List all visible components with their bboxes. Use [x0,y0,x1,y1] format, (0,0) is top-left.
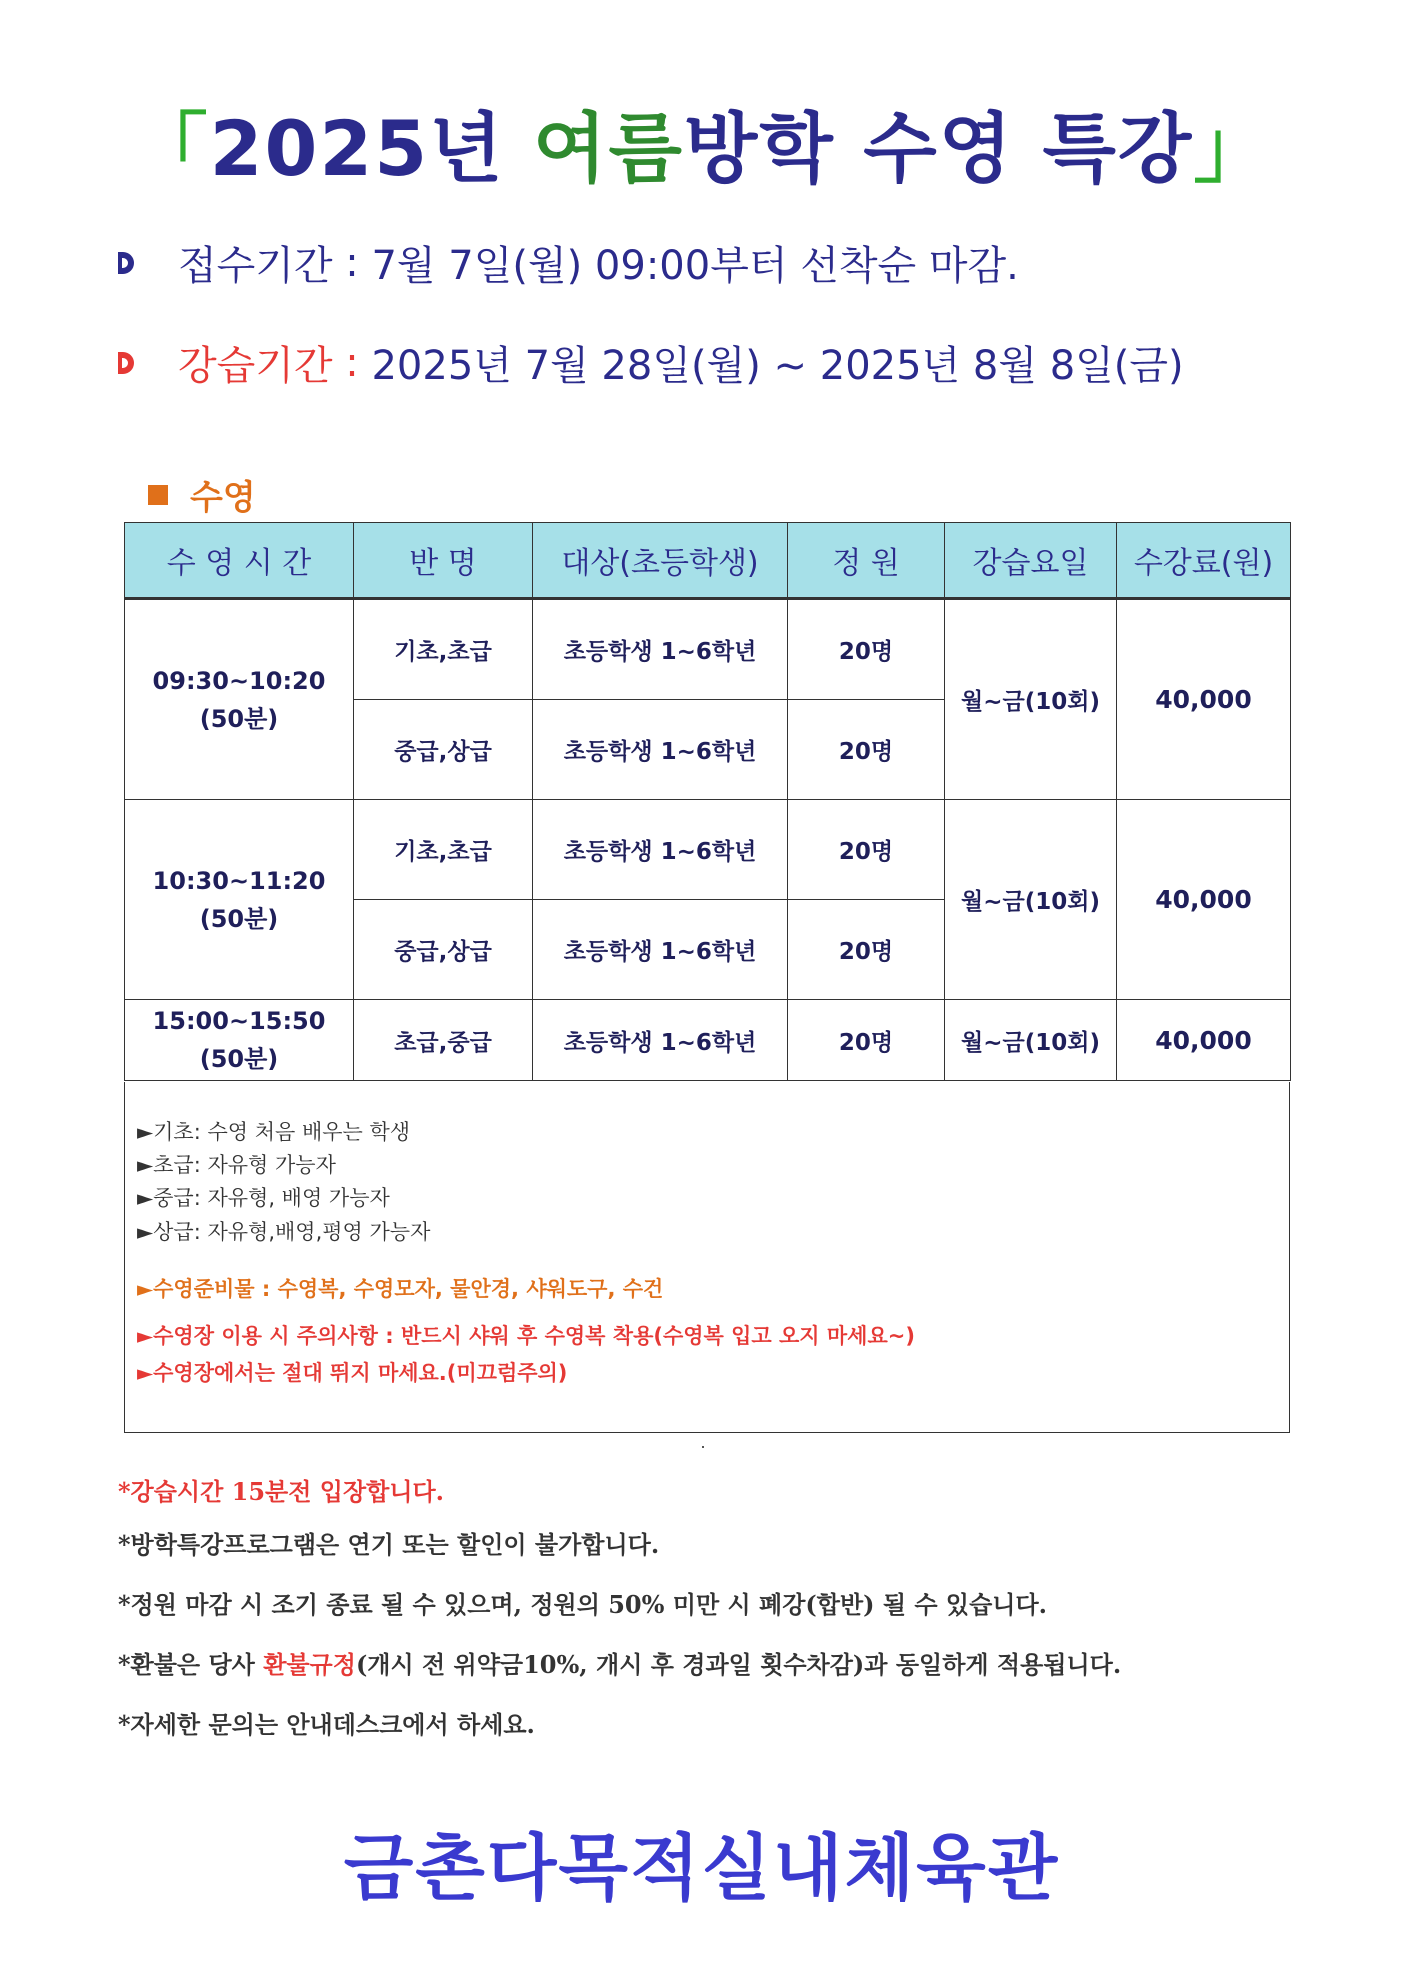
header-fee: 수강료(원) [1117,523,1291,599]
title-close-bracket: 」 [1193,104,1272,193]
table-row [125,1000,1291,1081]
capacity-cell: 20명 [788,1000,945,1081]
header-target: 대상(초등학생) [533,523,788,599]
capacity-cell: 20명 [788,599,945,700]
title-year: 2025년 [209,104,534,193]
footnote: *강습시간 15분전 입장합니다. [118,1477,445,1506]
header-capacity: 정 원 [788,523,945,599]
target-cell: 초등학생 1~6학년 [533,700,788,800]
schedule-table [124,522,1291,1081]
class-cell: 중급,상급 [354,900,533,1000]
caution-note: ►수영장에서는 절대 뛰지 마세요.(미끄럼주의) [137,1361,568,1385]
time-duration: (50분) [199,1045,279,1073]
caution-note: ►수영장 이용 시 주의사항 : 반드시 샤워 후 수영복 착용(수영복 입고 오지 마세요~) [137,1324,915,1348]
level-note: ►초급: 자유형 가능자 [137,1153,336,1177]
footnote: *정원 마감 시 조기 종료 될 수 있으며, 정원의 50% 미만 시 폐강(합반) 될 수 있습니다. [118,1590,1048,1619]
time-range: 15:00~15:50 [152,1007,326,1035]
class-period [118,334,1184,391]
time-cell [125,1000,354,1081]
square-bullet-icon [148,485,168,505]
class-cell: 기초,초급 [354,800,533,900]
target-cell: 초등학생 1~6학년 [533,900,788,1000]
level-note: ►중급: 자유형, 배영 가능자 [137,1186,390,1210]
title-rest: 방학 수영 특강 [683,104,1194,193]
time-cell [125,599,354,800]
section-title: 수영 [190,478,256,518]
capacity-cell: 20명 [788,700,945,800]
class-period-sep: : [332,339,372,386]
footnote [118,1645,1121,1680]
registration-sep: : [332,239,372,286]
title-highlight: 여름 [533,104,684,193]
section-heading [148,470,256,519]
title-open-bracket: 「 [131,104,210,193]
days-cell: 월~금(10회) [945,599,1117,800]
header-time: 수 영 시 간 [125,523,354,599]
class-cell: 초급,중급 [354,1000,533,1081]
registration-value: 7월 7일(월) 09:00부터 선착순 마감. [371,243,1019,289]
target-cell: 초등학생 1~6학년 [533,800,788,900]
registration-label: 접수기간 [178,243,333,289]
target-cell: 초등학생 1~6학년 [533,1000,788,1081]
footnote-part: (개시 전 위약금10%, 개시 후 경과일 횟수차감)과 동일하게 적용됩니다. [355,1650,1122,1679]
class-period-label: 강습기간 [178,343,333,389]
time-cell [125,800,354,1000]
capacity-cell: 20명 [788,900,945,1000]
organization-name: 금촌다목적실내체육관 [343,1826,1060,1910]
footnote: *자세한 문의는 안내데스크에서 하세요. [118,1710,535,1739]
days-cell: 월~금(10회) [945,800,1117,1000]
level-note: ►상급: 자유형,배영,평영 가능자 [137,1220,431,1244]
refund-rule-highlight: 환불규정 [263,1650,356,1679]
class-cell: 기초,초급 [354,599,533,700]
days-cell: 월~금(10회) [945,1000,1117,1081]
bullet-icon [118,352,134,374]
header-days: 강습요일 [945,523,1117,599]
footnote-part: *환불은 당사 [118,1650,264,1679]
time-duration: (50분) [199,704,279,733]
supplies-note: ►수영준비물 : 수영복, 수영모자, 물안경, 샤워도구, 수건 [137,1277,664,1301]
level-note: ►기초: 수영 처음 배우는 학생 [137,1120,411,1144]
page-title [0,88,1403,197]
fee-cell: 40,000 [1117,1000,1291,1081]
time-range: 10:30~11:20 [152,866,326,895]
table-header-row [125,523,1291,599]
capacity-cell: 20명 [788,800,945,900]
notes-box [124,1082,1290,1433]
fee-cell: 40,000 [1117,599,1291,800]
table-row [125,800,1291,900]
target-cell: 초등학생 1~6학년 [533,599,788,700]
table-row [125,599,1291,700]
fee-cell: 40,000 [1117,800,1291,1000]
header-class: 반 명 [354,523,533,599]
class-period-value: 2025년 7월 28일(월) ~ 2025년 8월 8일(금) [371,343,1184,389]
footnote: *방학특강프로그램은 연기 또는 할인이 불가합니다. [118,1530,660,1559]
divider-dot [702,1446,704,1448]
class-cell: 중급,상급 [354,700,533,800]
bullet-icon [118,252,134,274]
time-range: 09:30~10:20 [152,666,326,695]
time-duration: (50분) [199,904,279,933]
registration-period [118,234,1019,291]
